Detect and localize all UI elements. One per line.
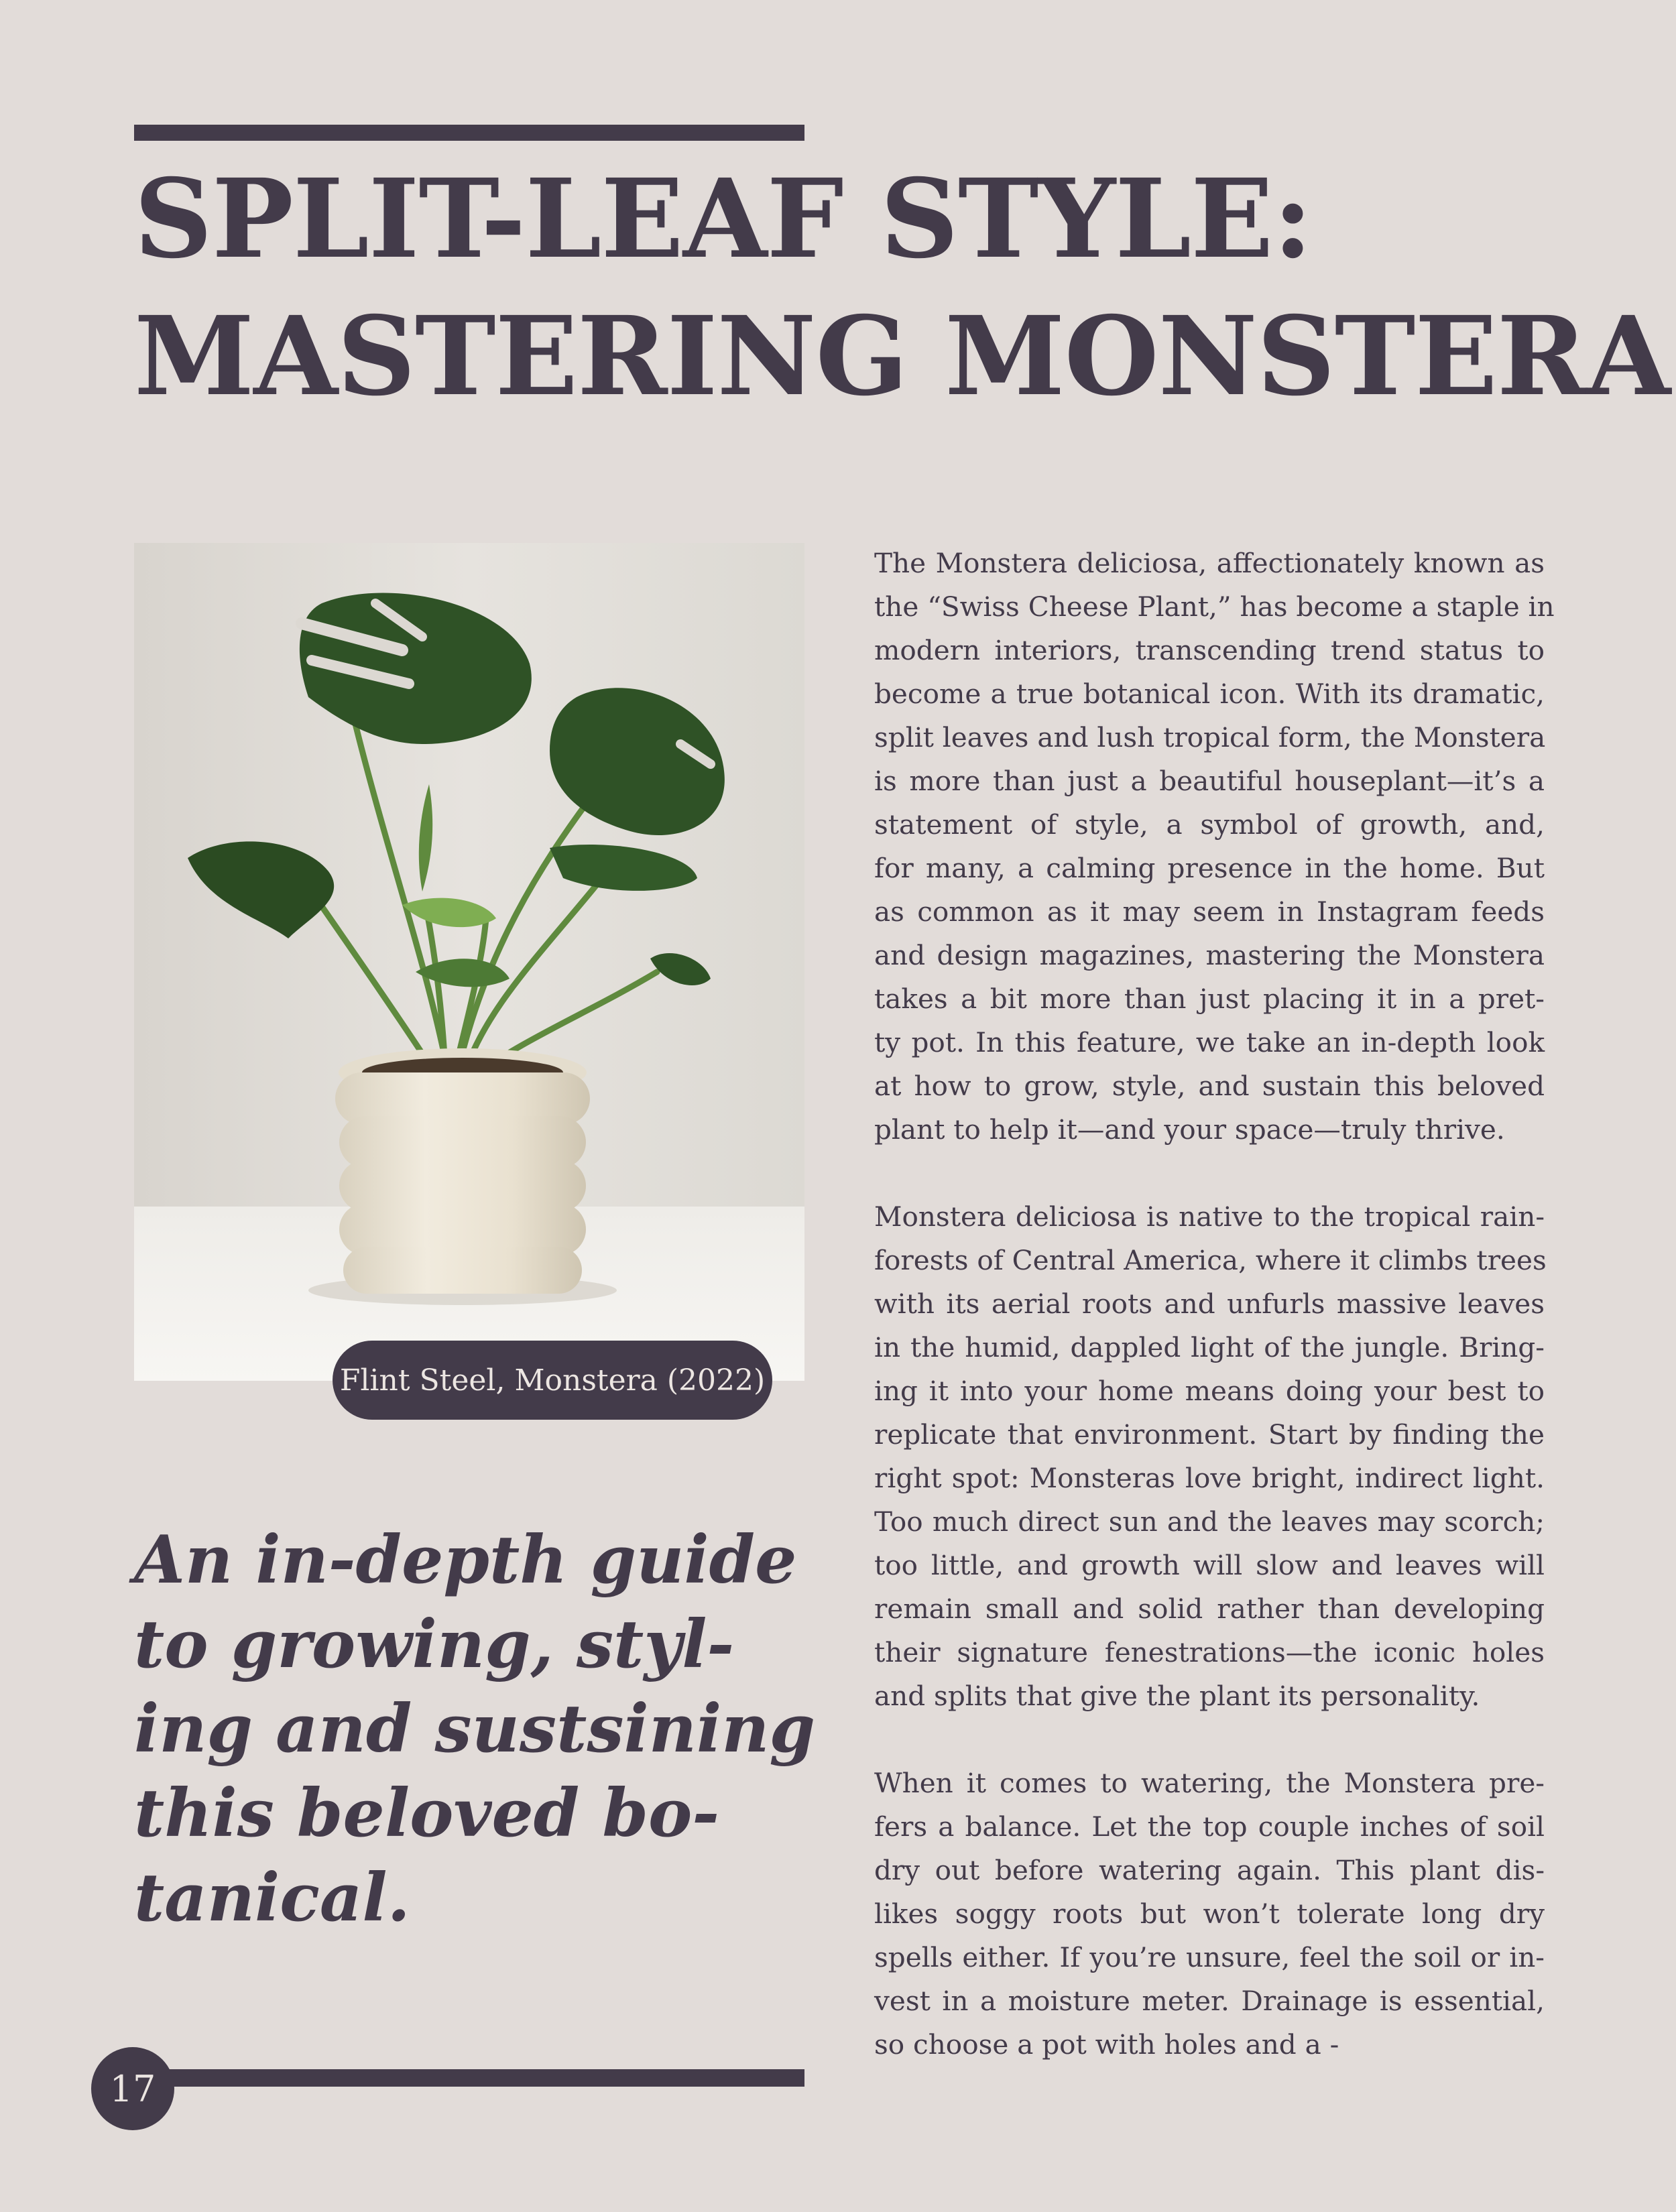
article-paragraph-3 — [874, 1762, 1545, 2067]
article-paragraph-1 — [874, 542, 1555, 1152]
pull-quote-line: this beloved bo- — [134, 1775, 720, 1852]
text-line: so choose a pot with holes and a - — [874, 2028, 1339, 2061]
text-line: Monstera deliciosa is native to the tropical rain- — [874, 1201, 1545, 1233]
text-line: statement of style, a symbol of growth, and, — [874, 808, 1545, 841]
page-number-badge: 17 — [91, 2047, 174, 2130]
text-line: Too much direct sun and the leaves may scorch; — [874, 1506, 1545, 1538]
text-line: likes soggy roots but won’t tolerate long dry — [874, 1898, 1545, 1930]
text-line: and splits that give the plant its personality. — [874, 1680, 1480, 1712]
text-line: for many, a calming presence in the home. But — [874, 852, 1545, 884]
article-body — [874, 542, 1555, 2110]
text-line: modern interiors, transcending trend status to — [874, 634, 1545, 666]
text-line: the “Swiss Cheese Plant,” has become a staple in — [874, 591, 1555, 623]
text-line: The Monstera deliciosa, affectionately known as — [874, 547, 1545, 579]
text-line: too little, and growth will slow and leaves will — [874, 1549, 1545, 1581]
pull-quote — [134, 1518, 816, 1941]
text-line: split leaves and lush tropical form, the Monstera — [874, 721, 1546, 753]
text-line: with its aerial roots and unfurls massive leaves — [874, 1288, 1545, 1320]
text-line: dry out before watering again. This plant dis- — [874, 1854, 1545, 1886]
text-line: is more than just a beautiful houseplant—it’s a — [874, 765, 1545, 797]
text-line: ing it into your home means doing your best to — [874, 1375, 1545, 1407]
text-line: fers a balance. Let the top couple inches of soil — [874, 1810, 1545, 1843]
text-line: vest in a moisture meter. Drainage is essential, — [874, 1985, 1545, 2017]
text-line: remain small and solid rather than developing — [874, 1593, 1545, 1625]
text-line: ty pot. In this feature, we take an in-depth look — [874, 1026, 1545, 1058]
title-line-2: MASTERING MONSTERA — [134, 293, 1671, 420]
text-line: plant to help it—and your space—truly thrive. — [874, 1113, 1505, 1146]
bottom-rule — [161, 2069, 804, 2087]
text-line: replicate that environment. Start by finding the — [874, 1418, 1545, 1451]
pull-quote-line: to growing, styl- — [134, 1606, 735, 1683]
text-line: become a true botanical icon. With its dramatic, — [874, 678, 1545, 710]
text-line: as common as it may seem in Instagram feeds — [874, 896, 1545, 928]
top-rule — [134, 125, 804, 141]
title-line-1: SPLIT-LEAF STYLE: — [134, 156, 1313, 283]
text-line: forests of Central America, where it climbs trees — [874, 1244, 1547, 1276]
page-title — [134, 151, 1671, 426]
article-paragraph-2 — [874, 1195, 1545, 1718]
text-line: their signature fenestrations—the iconic holes — [874, 1636, 1545, 1668]
text-line: at how to grow, style, and sustain this beloved — [874, 1070, 1545, 1102]
text-line: in the humid, dappled light of the jungle. Bring- — [874, 1331, 1545, 1363]
text-line: right spot: Monsteras love bright, indirect light. — [874, 1462, 1545, 1494]
text-line: takes a bit more than just placing it in a pret- — [874, 983, 1545, 1015]
text-line: When it comes to watering, the Monstera pre- — [874, 1767, 1545, 1799]
text-line: and design magazines, mastering the Monstera — [874, 939, 1545, 971]
monstera-photo — [134, 543, 804, 1381]
pull-quote-line: An in-depth guide — [134, 1522, 797, 1599]
text-line: spells either. If you’re unsure, feel the soil or in- — [874, 1941, 1545, 1973]
photo-caption: Flint Steel, Monstera (2022) — [333, 1341, 772, 1420]
pull-quote-line: tanical. — [134, 1859, 410, 1937]
pull-quote-line: ing and sustsining — [134, 1691, 816, 1768]
